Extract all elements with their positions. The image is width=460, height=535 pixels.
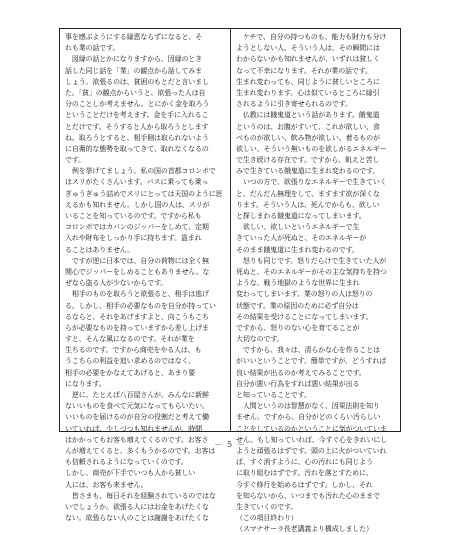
text-line: ですから、怒りのない心を育てることが: [236, 323, 360, 332]
text-line: ないいものを食べて元気になってもらいたい。: [65, 402, 209, 411]
text-line: 生まれ変わっても、同じように貧しいところに: [236, 77, 380, 86]
text-line: になります。: [65, 379, 106, 388]
text-line: はかかってもお客も増えてくるのです。お客さ: [65, 435, 209, 444]
text-line: に取り組むはずです。汚れを落とすために、: [236, 469, 373, 478]
text-line: いることを知っているのです。ですから私も: [65, 212, 202, 220]
text-line: なって不幸になります。それが業の話です。: [236, 66, 372, 75]
page-number: － 5 －: [214, 440, 246, 449]
text-line: ぜなら盗る人が少ないからです。: [65, 279, 168, 288]
text-line: る。しかし、相手の必要なものを自分が持ってい: [65, 301, 216, 310]
text-line: を知らないから、いつまでも汚れた心のままで: [236, 491, 380, 500]
text-line: しょう。欲張るのは、貧困のもとだと言いまし: [65, 77, 209, 86]
text-line: 自分が悪い行為をすれば悪い結果が出る: [236, 379, 360, 388]
text-line: コロンボではカバンのジッパーをしめて、定期: [65, 223, 209, 232]
text-line: （スマナサーラ長老講義より構成しました）: [236, 525, 373, 534]
text-line: ようとしない人、そういう人は、その瞬間には: [236, 44, 380, 53]
text-line: はスリがたくさんいます。バスに乗っても乗っ: [65, 178, 209, 187]
text-line: ば、すぐ消すように、心の汚れにも同じよう: [236, 458, 373, 467]
text-line: 図縁の話とかになりますから、因縁のとき: [65, 55, 202, 64]
text-line: ケチで、自分の持つものも、能力も財力も分け: [236, 33, 387, 41]
text-line: がいいということです。簡単ですが、どうすれば: [236, 357, 387, 366]
text-line: た。「貧」の観点からいうと、欲張った人は自: [65, 88, 206, 97]
text-line: ぎゅうぎゅう詰めでスリにとっては天国のように思: [65, 189, 223, 198]
text-line: 話した同じ話を「業」の観点から話してみま: [65, 66, 202, 75]
text-line: されるように引き寄せられるのです。: [236, 100, 352, 109]
text-line: ことをしているのかということに気がついていま: [236, 424, 387, 433]
text-line: というのは、お腹がすいて、これが欲しい、食: [236, 122, 380, 131]
text-line: うこちらの利益を追い求めるのではなく、: [65, 357, 196, 366]
text-line: 今すぐ修行を始めるはずです。しかし、それ: [236, 480, 373, 489]
text-line: ようと頑張るはずです。頭の上に火がついていれ: [236, 446, 387, 455]
text-line: 欲しい、欲しいというエネルギーで生: [236, 223, 360, 232]
text-line: いいものを届けるのが自分の役割だと考えて働: [65, 413, 209, 422]
text-line: 死ぬと、そのエネルギーがその主な気持ちを持つ: [236, 267, 387, 276]
text-line: んが増えてくると、多くもうかるのです。お客は: [65, 446, 216, 455]
text-line: 人間というのは智慧がなく、因果法則を知り: [236, 402, 380, 411]
text-line: 仏教には餓鬼道という話があります。餓鬼道: [236, 111, 380, 120]
text-line: れも業の話です。: [65, 44, 120, 53]
text-line: 人には、お客も来ません。: [65, 480, 148, 489]
text-line: きていった人が死ぬと、そのエネルギーが: [236, 234, 367, 243]
text-line: しかし、商売が下手でいつも人から貧しい: [65, 469, 196, 478]
text-line: 入れや財布をしっかり手に持ちます。盗まれ: [65, 234, 202, 243]
text-line: その結果を受けることになってしまいます。: [236, 312, 373, 321]
text-line: らが必要なものを持っていますから差し上げま: [65, 323, 209, 332]
text-line: そのまま餓鬼道に生まれ変わるのです。: [236, 245, 359, 254]
text-line: 生まれ変わります。心は似ているところに縁引: [236, 88, 380, 97]
page-frame: [59, 28, 401, 534]
text-line: ような、戦う地獄のような世界に生まれ: [236, 279, 360, 288]
text-line: るならと、それをあげますよと、向こうもこち: [65, 312, 209, 321]
text-line: ね。取ろうとすると、相手側は取られないよう: [65, 133, 209, 142]
column-divider: [230, 29, 231, 431]
text-line: 分のことしか考えません。とにかく金を取ろう: [65, 100, 210, 109]
text-line: 逆に、たとえば八百屋さんが、みんなに新鮮: [65, 391, 209, 399]
text-line: で生き続ける存在です。ですから、飢えと苦し: [236, 156, 380, 165]
text-line: すと、そんな風になるのです。それが業を: [65, 335, 195, 344]
text-line: 関心でジッパーをしめることもありません。な: [65, 267, 210, 276]
text-line: ません。ですから、自分がどのくらい汚らしい: [236, 413, 381, 422]
text-line: ります。そういう人は、死んでからも、欲しい: [236, 200, 380, 209]
text-line: えるかも知れません。しかし国の人は、スリが: [65, 200, 210, 209]
text-line: せん。もし知っていれば、今すぐ心をきれいにし: [236, 435, 388, 444]
text-line: 相手の必要をかなえてあげると、あまり要: [65, 368, 196, 377]
text-line: いでしょうか。欲張る人にはお金をあげたくな: [65, 502, 209, 511]
text-line: です。: [65, 156, 85, 165]
text-line: ですが逆に日本では、自分の荷物には全く無: [65, 256, 209, 265]
text-line: 生ちるのです。ですから商売をやる人は、も: [65, 346, 202, 355]
text-line: 皆さまも、毎日それを経験されているのではな: [65, 491, 216, 500]
text-line: 例を挙げてましょう。私の国の首都コロンボで: [65, 167, 216, 176]
text-line: （この項目終わり）: [236, 514, 298, 523]
text-line: ですから、我々は、清らかな心を作ることは: [236, 346, 380, 355]
text-line: わからないかも知れませんが、いずれは貧しく: [236, 55, 380, 64]
text-line: ない。欲張らない人のことは謝謝をあげたくな: [65, 514, 209, 523]
text-line: とだけです。そうすると人から取ろうとします: [65, 122, 209, 131]
text-line: 欲しい、そういう無いものを欲しがるエネルギー: [236, 144, 387, 153]
text-line: と探しまわる餓鬼道になってしまいます。: [236, 212, 366, 220]
text-line: みで生きている餓鬼道に生まれ変わるのです。: [236, 167, 380, 176]
text-line: いていれば、少しづつも知れませんが、時間: [65, 424, 202, 433]
text-line: いつの方で、欲張りなエネルギーで生きていく: [236, 178, 387, 187]
text-line: 状態です。業の原因のために必ず自分は: [236, 301, 359, 310]
text-line: と、だんだん無理をして、ますます欲が深くな: [236, 189, 380, 198]
text-line: 事を感ぶようにする縁恵ならずになると、そ: [65, 33, 202, 41]
text-line: に自衛的な態勢を取ってきて、取れなくなるの: [65, 144, 209, 153]
text-line: べものが欲しい、飲み物が欲しい、着るものが: [236, 133, 380, 142]
text-line: 生きていくのです。: [236, 502, 298, 511]
text-line: ることはありません。: [65, 245, 134, 254]
text-line: 大切なのです。: [236, 335, 284, 344]
text-line: 変わってしまいます。業の怒りの人は怒りの: [236, 290, 373, 299]
text-line: と知っていることです。: [236, 391, 311, 399]
text-line: 相手のものを取ろうと欲張ると、相手は逃げ: [65, 290, 209, 299]
text-line: も信頼されるようになっていくのです。: [65, 458, 188, 467]
text-line: 良い結果が出るのか考えてみることです。: [236, 368, 366, 377]
left-column: [65, 32, 225, 524]
text-line: 怒りも同じです。怒りだらけで生きていた人が: [236, 256, 387, 265]
text-line: ということだけを考えます。金を手に入れるこ: [65, 111, 209, 120]
